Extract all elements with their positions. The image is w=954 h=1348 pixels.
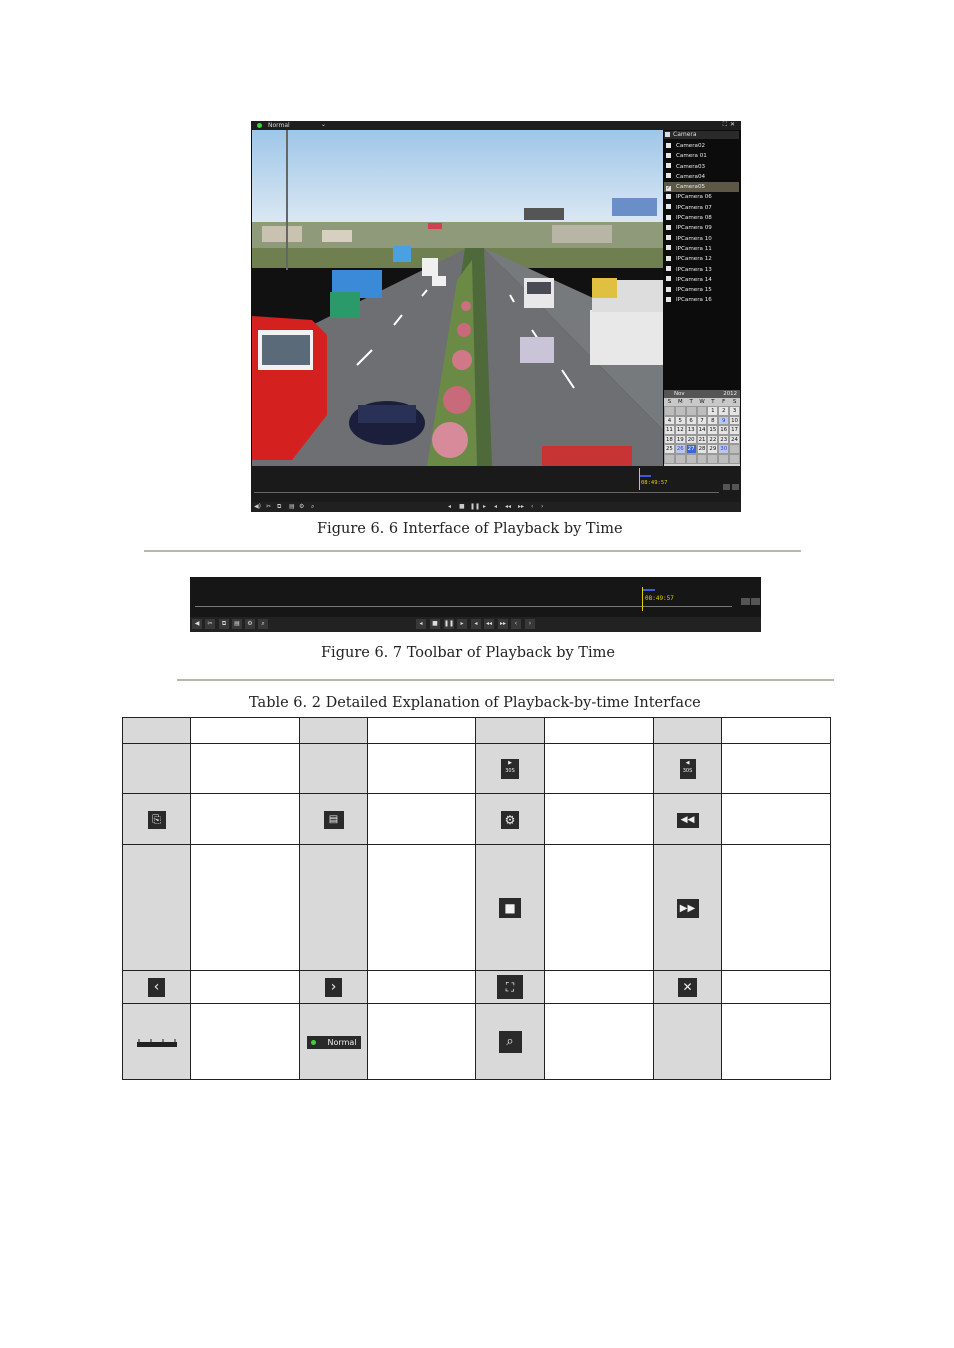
camera-checkbox[interactable] (666, 204, 671, 209)
camera-checkbox[interactable] (666, 163, 671, 168)
audio-icon[interactable]: ◀) (254, 503, 261, 510)
explanation-table (122, 717, 831, 1080)
clip-start-icon[interactable]: ✂ (205, 619, 215, 629)
camera-list-item[interactable] (664, 244, 739, 254)
divider (177, 679, 834, 681)
camera-label: Camera03 (676, 163, 706, 170)
table-cell (123, 744, 191, 794)
minus-30s-icon[interactable]: ◂ (494, 503, 498, 510)
camera-checkbox[interactable] (666, 256, 671, 261)
table-cell (545, 744, 654, 794)
camera-header-label: Camera (673, 131, 697, 138)
fast-forward-icon: ▶▶ (677, 899, 699, 918)
camera-checkbox[interactable] (666, 153, 671, 158)
digital-zoom-icon[interactable]: ⌕ (311, 503, 315, 510)
calendar-day[interactable]: 12 (676, 427, 684, 434)
calendar-day[interactable]: 18 (665, 436, 673, 443)
table-cell (123, 1004, 191, 1080)
weekday-label: M (677, 399, 683, 405)
table-cell (300, 718, 368, 744)
zoom-out-icon[interactable] (741, 598, 750, 605)
clip-end-icon: ▤ (324, 811, 344, 829)
camera-label: IPCamera 10 (676, 235, 712, 242)
weekday-label: T (689, 399, 693, 405)
settings-gear-icon: ⚙ (501, 811, 519, 829)
table-cell (476, 718, 545, 744)
figure-6-6-caption: Figure 6. 6 Interface of Playback by Time (317, 521, 623, 537)
camera-checkbox[interactable] (666, 297, 671, 302)
table-cell (191, 794, 300, 845)
calendar-day[interactable]: 22 (709, 436, 717, 443)
calendar-day[interactable]: 16 (720, 427, 728, 434)
calendar-empty-cell (718, 454, 729, 464)
camera-label: IPCamera 06 (676, 194, 712, 201)
reverse-play-icon[interactable]: ◂ (416, 619, 426, 629)
stop-icon: ■ (499, 898, 521, 918)
camera-sidebar (663, 130, 741, 466)
table-cell (545, 971, 654, 1004)
camera-list-header[interactable] (664, 131, 739, 139)
calendar-empty-cell (686, 406, 697, 416)
camera-list-item[interactable] (664, 151, 739, 161)
record-segment (639, 475, 651, 477)
table-6-2-caption: Table 6. 2 Detailed Explanation of Playback-by-time Interface (249, 695, 701, 711)
calendar (664, 390, 740, 466)
table-cell (368, 744, 476, 794)
slow-forward-icon[interactable]: ◂◂ (505, 503, 512, 510)
weekday-label: T (711, 399, 715, 405)
calendar-month[interactable]: Nov (674, 391, 685, 397)
table-cell (300, 1004, 368, 1080)
select-all-checkbox[interactable] (665, 132, 670, 137)
stop-icon[interactable]: ■ (459, 503, 465, 510)
table-cell (123, 971, 191, 1004)
plus-30s-icon[interactable]: ▸ (457, 619, 467, 629)
figure-6-7-caption: Figure 6. 7 Toolbar of Playback by Time (321, 645, 615, 661)
table-cell (300, 744, 368, 794)
calendar-day[interactable]: 9 (718, 416, 729, 426)
table-row (123, 1004, 831, 1080)
table-cell (191, 744, 300, 794)
table-cell (654, 744, 722, 794)
audio-icon[interactable]: ◀ (192, 619, 202, 629)
previous-day-icon: ‹ (148, 978, 165, 997)
calendar-empty-cell (697, 454, 708, 464)
next-day-icon: › (325, 978, 342, 997)
slow-forward-icon: ◀◀ (677, 813, 699, 828)
highway-scene-image (252, 130, 663, 466)
camera-label: IPCamera 13 (676, 266, 712, 273)
playback-toolbar-screenshot (190, 577, 761, 632)
table-cell (191, 971, 300, 1004)
table-cell (368, 1004, 476, 1080)
camera-label: IPCamera 14 (676, 276, 712, 283)
fullscreen-icon: ⛶ (497, 975, 523, 999)
previous-day-icon[interactable]: ‹ (531, 503, 534, 510)
divider (144, 550, 801, 552)
camera-label: IPCamera 12 (676, 256, 712, 263)
table-cell (654, 1004, 722, 1080)
table-cell (545, 845, 654, 971)
camera-checkbox[interactable] (666, 235, 671, 240)
pause-icon[interactable]: ❚❚ (470, 503, 481, 510)
normal-mode-button (307, 1036, 361, 1049)
camera-list (664, 141, 739, 306)
pause-icon[interactable]: ❚❚ (444, 620, 455, 627)
calendar-day[interactable]: 30 (720, 446, 728, 453)
camera-checkbox[interactable] (666, 143, 671, 148)
table-cell (722, 744, 831, 794)
calendar-day[interactable]: 25 (665, 446, 673, 453)
calendar-day[interactable]: 14 (698, 427, 706, 434)
calendar-day[interactable]: 21 (698, 436, 706, 443)
table-cell (722, 845, 831, 971)
close-icon[interactable]: ✕ (729, 121, 738, 128)
calendar-day[interactable]: 10 (731, 417, 738, 424)
settings-gear-icon[interactable]: ⚙ (299, 503, 305, 510)
table-row (123, 971, 831, 1004)
calendar-empty-cell (675, 454, 686, 464)
camera-checkbox[interactable] (666, 225, 671, 230)
table-row (123, 845, 831, 971)
table-cell (368, 718, 476, 744)
camera-list-item[interactable] (664, 182, 739, 192)
weekday-label: F (722, 399, 726, 405)
camera-checkbox[interactable] (666, 245, 671, 250)
clip-start-icon[interactable]: ✂ (266, 503, 272, 510)
table-cell (191, 845, 300, 971)
table-cell (545, 794, 654, 845)
fast-forward-icon[interactable]: ▸▸ (499, 620, 507, 627)
camera-checkbox[interactable] (666, 215, 671, 220)
calendar-day[interactable]: 20 (687, 436, 695, 443)
timeline-cursor[interactable] (642, 587, 643, 611)
previous-day-icon[interactable]: ‹ (511, 619, 521, 629)
plus-30s-icon[interactable]: ▸ (483, 503, 487, 510)
table-cell (191, 1004, 300, 1080)
calendar-days (664, 406, 740, 464)
video-frame (252, 130, 663, 466)
table-cell (476, 794, 545, 845)
table-cell (722, 718, 831, 744)
camera-checkbox[interactable] (666, 194, 671, 199)
camera-label: IPCamera 16 (676, 297, 712, 304)
camera-label: Camera02 (676, 143, 706, 149)
calendar-day[interactable]: 15 (709, 427, 717, 434)
calendar-day[interactable]: 7 (697, 416, 708, 426)
table-cell (368, 845, 476, 971)
chevron-down-icon[interactable]: ⌄ (321, 121, 327, 128)
table-cell (722, 1004, 831, 1080)
table-cell (368, 971, 476, 1004)
camera-label: IPCamera 07 (676, 204, 712, 211)
next-day-icon[interactable]: › (541, 503, 544, 510)
calendar-day[interactable]: 2 (718, 406, 729, 416)
fullscreen-icon[interactable]: ⛶ (722, 121, 730, 128)
table-row (123, 744, 831, 794)
camera-checkbox[interactable] (666, 287, 671, 292)
calendar-day[interactable]: 17 (731, 427, 738, 434)
calendar-empty-cell (729, 454, 740, 464)
clip-end-icon[interactable]: ⧉ (277, 503, 282, 510)
calendar-empty-cell (664, 406, 675, 416)
camera-list-item[interactable] (664, 203, 739, 213)
camera-list-item[interactable] (664, 275, 739, 285)
table-cell (545, 1004, 654, 1080)
calendar-header (664, 390, 740, 398)
timeline-time: 08:49:57 (641, 480, 668, 486)
camera-label: IPCamera 09 (676, 225, 712, 232)
camera-list-item[interactable] (664, 234, 739, 244)
table-cell (300, 794, 368, 845)
camera-list-item[interactable] (664, 254, 739, 264)
table-cell (476, 845, 545, 971)
calendar-day[interactable]: 24 (731, 436, 738, 443)
weekday-label: W (699, 399, 705, 405)
camera-label: IPCamera 11 (676, 245, 712, 252)
calendar-empty-cell (664, 454, 675, 464)
table-cell (476, 1004, 545, 1080)
camera-list-item[interactable] (664, 172, 739, 182)
calendar-day[interactable]: 8 (707, 416, 718, 426)
table-cell (545, 718, 654, 744)
normal-label: Normal (327, 1038, 357, 1047)
camera-label: Camera05 (676, 184, 706, 191)
camera-checkbox[interactable] (666, 266, 671, 271)
stop-icon[interactable]: ■ (430, 619, 440, 629)
calendar-day[interactable]: 13 (687, 427, 695, 434)
clip-end-icon[interactable]: ⧉ (219, 619, 229, 629)
weekday-label: S (667, 399, 672, 405)
table-cell (722, 794, 831, 845)
camera-list-item[interactable] (664, 141, 739, 151)
table-header-row (123, 718, 831, 744)
calendar-empty-cell (697, 406, 708, 416)
save-clip-icon[interactable]: ▤ (232, 619, 242, 629)
calendar-day[interactable]: 26 (676, 446, 684, 453)
calendar-empty-cell (707, 454, 718, 464)
camera-list-item[interactable] (664, 192, 739, 202)
calendar-empty-cell (686, 454, 697, 464)
table-cell (368, 794, 476, 845)
calendar-day[interactable]: 11 (665, 427, 673, 434)
table-row (123, 794, 831, 845)
camera-list-item[interactable] (664, 162, 739, 172)
camera-list-item[interactable] (664, 223, 739, 233)
close-icon: ✕ (678, 978, 697, 997)
calendar-weekdays (664, 398, 740, 406)
camera-label: IPCamera 08 (676, 215, 712, 222)
reverse-play-icon[interactable]: ◂ (448, 503, 452, 510)
playback-window-screenshot (251, 121, 741, 512)
table-cell (476, 744, 545, 794)
zoom-in-icon[interactable] (732, 484, 739, 490)
clip-start-icon: ⎘ (148, 811, 166, 829)
table-cell (654, 845, 722, 971)
calendar-day[interactable]: 29 (709, 446, 717, 453)
camera-list-item[interactable] (664, 213, 739, 223)
calendar-day[interactable]: 23 (720, 436, 728, 443)
table-cell (300, 971, 368, 1004)
timeline-time: 08:49:57 (645, 595, 674, 602)
next-day-icon[interactable]: › (525, 619, 535, 629)
minus-30s-icon[interactable]: ◂ (471, 619, 481, 629)
camera-list-item[interactable] (664, 265, 739, 275)
table-cell (654, 794, 722, 845)
weekday-label: S (732, 399, 737, 405)
calendar-day[interactable]: 28 (698, 446, 706, 453)
calendar-day[interactable]: 4 (664, 416, 675, 426)
calendar-year[interactable]: 2012 (723, 391, 737, 397)
zoom-out-icon[interactable] (723, 484, 730, 490)
timeline-bar[interactable] (251, 466, 741, 502)
table-cell (722, 971, 831, 1004)
table-cell (123, 845, 191, 971)
save-clip-icon[interactable]: ▤ (289, 503, 295, 510)
table-cell (300, 845, 368, 971)
table-cell (123, 794, 191, 845)
calendar-day[interactable]: 1 (707, 406, 718, 416)
digital-zoom-icon[interactable]: ⌕ (258, 619, 268, 629)
timeline-cursor[interactable] (639, 468, 640, 490)
table-cell (654, 718, 722, 744)
playback-title-bar (251, 121, 741, 130)
timeline-scale[interactable] (195, 606, 732, 607)
calendar-empty-cell (729, 444, 740, 454)
table-cell (191, 718, 300, 744)
slow-forward-icon[interactable]: ◂◂ (485, 620, 493, 627)
record-segment (642, 589, 655, 591)
calendar-empty-cell (675, 406, 686, 416)
camera-list-item[interactable] (664, 285, 739, 295)
camera-list-item[interactable] (664, 295, 739, 305)
minus-30s-icon: ◀ 30S (680, 759, 696, 779)
plus-30s-text: 30S (505, 767, 515, 774)
calendar-day[interactable]: 3 (729, 406, 740, 416)
camera-checkbox[interactable]: ✓ (666, 184, 671, 191)
calendar-day[interactable]: 6 (686, 416, 697, 426)
camera-checkbox[interactable] (666, 173, 671, 178)
calendar-day[interactable]: 27 (687, 446, 695, 453)
status-dot-icon (311, 1040, 316, 1045)
playback-mode-label[interactable]: Normal (268, 122, 290, 129)
camera-label: IPCamera 15 (676, 287, 712, 294)
camera-label: Camera04 (676, 173, 706, 180)
zoom-in-icon[interactable] (751, 598, 760, 605)
calendar-day[interactable]: 19 (676, 436, 684, 443)
timeline-scale[interactable] (254, 492, 719, 493)
status-dot-icon (257, 123, 262, 128)
calendar-day[interactable]: 5 (675, 416, 686, 426)
digital-zoom-icon: ⌕ (499, 1031, 522, 1053)
table-cell (654, 971, 722, 1004)
fast-forward-icon[interactable]: ▸▸ (518, 503, 525, 510)
timeline-scale-icon (137, 1039, 177, 1047)
plus-30s-icon: ▶ 30S (501, 759, 519, 779)
camera-label: Camera 01 (676, 153, 707, 160)
settings-gear-icon[interactable]: ⚙ (245, 619, 255, 629)
playback-control-bar (251, 502, 741, 512)
table-cell (476, 971, 545, 1004)
table-cell (123, 718, 191, 744)
minus-30s-text: 30S (682, 767, 693, 774)
toolbar-buttons (190, 617, 761, 632)
camera-checkbox[interactable] (666, 276, 671, 281)
